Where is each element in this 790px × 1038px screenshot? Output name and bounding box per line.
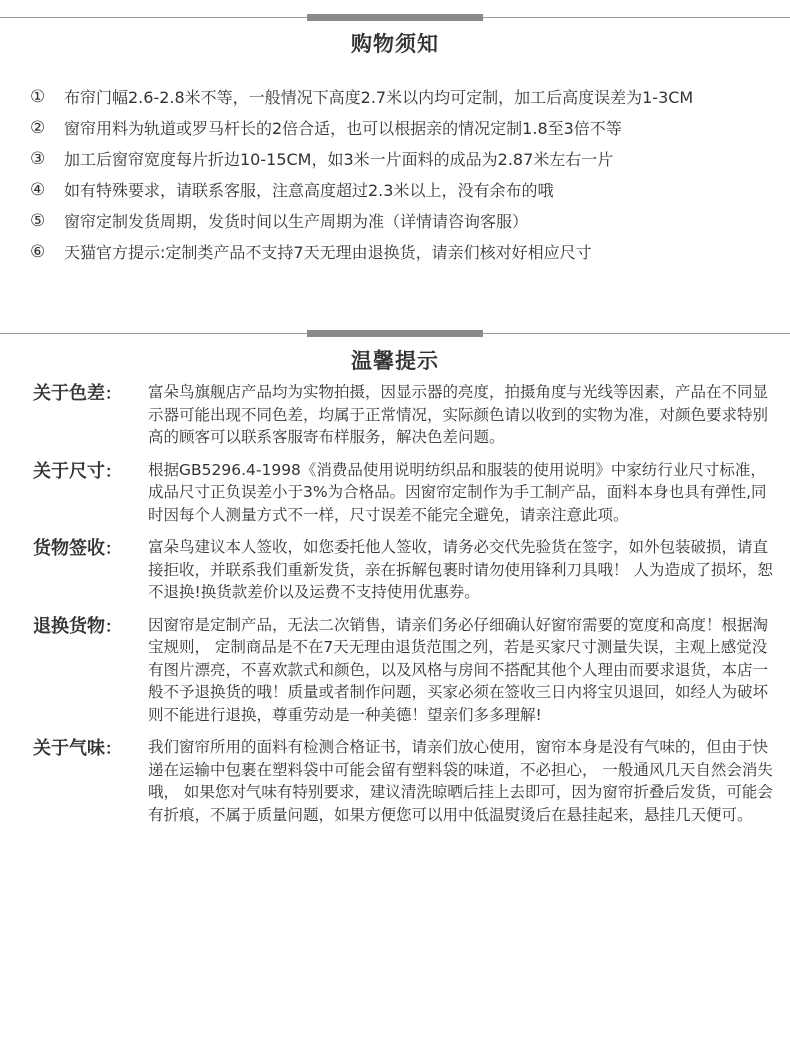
tip-label: 货物签收 — [33, 538, 105, 559]
notice-item-3 — [30, 148, 770, 171]
notice-item-4 — [30, 179, 770, 202]
tip-text: 富朵鸟旗舰店产品均为实物拍摄，因显示器的亮度，拍摄角度与光线等因素，产品在不同显示器可能出现不同色差，均属于正常情况，实际颜色请以收到的实物为准，对颜色要求特别高的顾客可以联系客服寄布样服务，解决色差问题。 — [148, 383, 769, 446]
tip-label: 关于色差 — [33, 383, 105, 404]
tip-label-colon: ： — [105, 384, 122, 403]
tips-divider-tab — [307, 330, 483, 337]
notice-item-5 — [30, 210, 770, 233]
notice-list — [30, 86, 770, 272]
tips-title: 温馨提示 — [351, 349, 439, 373]
tip-label-colon: ： — [105, 739, 122, 758]
notice-item-text: 布帘门幅2.6-2.8米不等，一般情况下高度2.7米以内均可定制，加工后高度误差为1-3CM — [64, 88, 694, 107]
notice-item-text: 窗帘用料为轨道或罗马杆长的2倍合适，也可以根据亲的情况定制1.8至3倍不等 — [64, 119, 622, 138]
tip-text: 因窗帘是定制产品，无法二次销售，请亲们务必仔细确认好窗帘需要的宽度和高度！根据淘宝规则， 定制商品是不在7天无理由退货范围之列，若是买家尺寸测量失误，主观上感觉没有图片漂亮，不喜欢款式和颜色，以及风格与房间不搭配其他个人理由而要求退货，本店一般不予退换货的哦！质量或者制作问题，买家必须在签收三日内将宝贝退回，如经人为破坏则不能进行退换，尊重劳动是一种美德！望亲们多多理解! — [148, 615, 769, 724]
tip-text: 富朵鸟建议本人签收，如您委托他人签收，请务必交代先验货在签字，如外包装破损，请直接拒收，并联系我们重新发货，亲在拆解包裹时请勿使用锋利刀具哦！ 人为造成了损坏，恕不退换!换货款差价以及运费不支持使用优惠券。 — [148, 538, 773, 601]
tip-odor — [33, 736, 778, 826]
tip-delivery-receipt — [33, 536, 778, 604]
tip-label: 关于气味 — [33, 738, 105, 759]
notice-item-text: 如有特殊要求，请联系客服，注意高度超过2.3米以上，没有余布的哦 — [64, 181, 554, 200]
notice-item-number: ⑥ — [30, 242, 46, 262]
tip-size — [33, 459, 778, 527]
notice-item-number: ① — [30, 87, 46, 107]
notice-item-text: 窗帘定制发货周期，发货时间以生产周期为准（详情请咨询客服） — [64, 212, 529, 231]
notice-item-number: ② — [30, 118, 46, 138]
tip-label-colon: ： — [105, 616, 122, 636]
tip-label-colon: ： — [105, 461, 122, 481]
notice-title: 购物须知 — [351, 32, 439, 56]
tip-label-colon: ： — [105, 539, 122, 558]
tip-returns — [33, 614, 778, 727]
notice-item-1 — [30, 86, 770, 109]
notice-item-text: 天猫官方提示:定制类产品不支持7天无理由退换货，请亲们核对好相应尺寸 — [64, 243, 592, 262]
tip-label: 关于尺寸 — [33, 460, 105, 482]
notice-item-number: ④ — [30, 180, 46, 200]
tips-list — [33, 381, 778, 836]
notice-item-number: ③ — [30, 149, 46, 169]
tip-text: 根据GB5296.4-1998《消费品使用说明纺织品和服装的使用说明》中家纺行业尺寸标准，成品尺寸正负误差小于3%为合格品。因窗帘定制作为手工制产品，面料本身也具有弹性,同时因每个人测量方式不一样，尺寸误差不能完全避免，请亲注意此项。 — [148, 460, 767, 524]
notice-item-6 — [30, 241, 770, 264]
notice-divider-tab — [307, 14, 483, 21]
notice-item-2 — [30, 117, 770, 140]
notice-item-number: ⑤ — [30, 211, 46, 231]
notice-item-text: 加工后窗帘宽度每片折边10-15CM，如3米一片面料的成品为2.87米左右一片 — [64, 150, 614, 169]
tip-color-difference — [33, 381, 778, 449]
tip-text: 我们窗帘所用的面料有检测合格证书，请亲们放心使用，窗帘本身是没有气味的，但由于快递在运输中包裹在塑料袋中可能会留有塑料袋的味道，不必担心， 一般通风几天自然会消失哦， 如果您对气味有特别要求，建议清洗晾晒后挂上去即可，因为窗帘折叠后发货，可能会有折痕，不属于质量问题，如果方便您可以用中低温熨烫后在悬挂起来，悬挂几天便可。 — [148, 738, 773, 824]
tip-label: 退换货物 — [33, 615, 105, 637]
